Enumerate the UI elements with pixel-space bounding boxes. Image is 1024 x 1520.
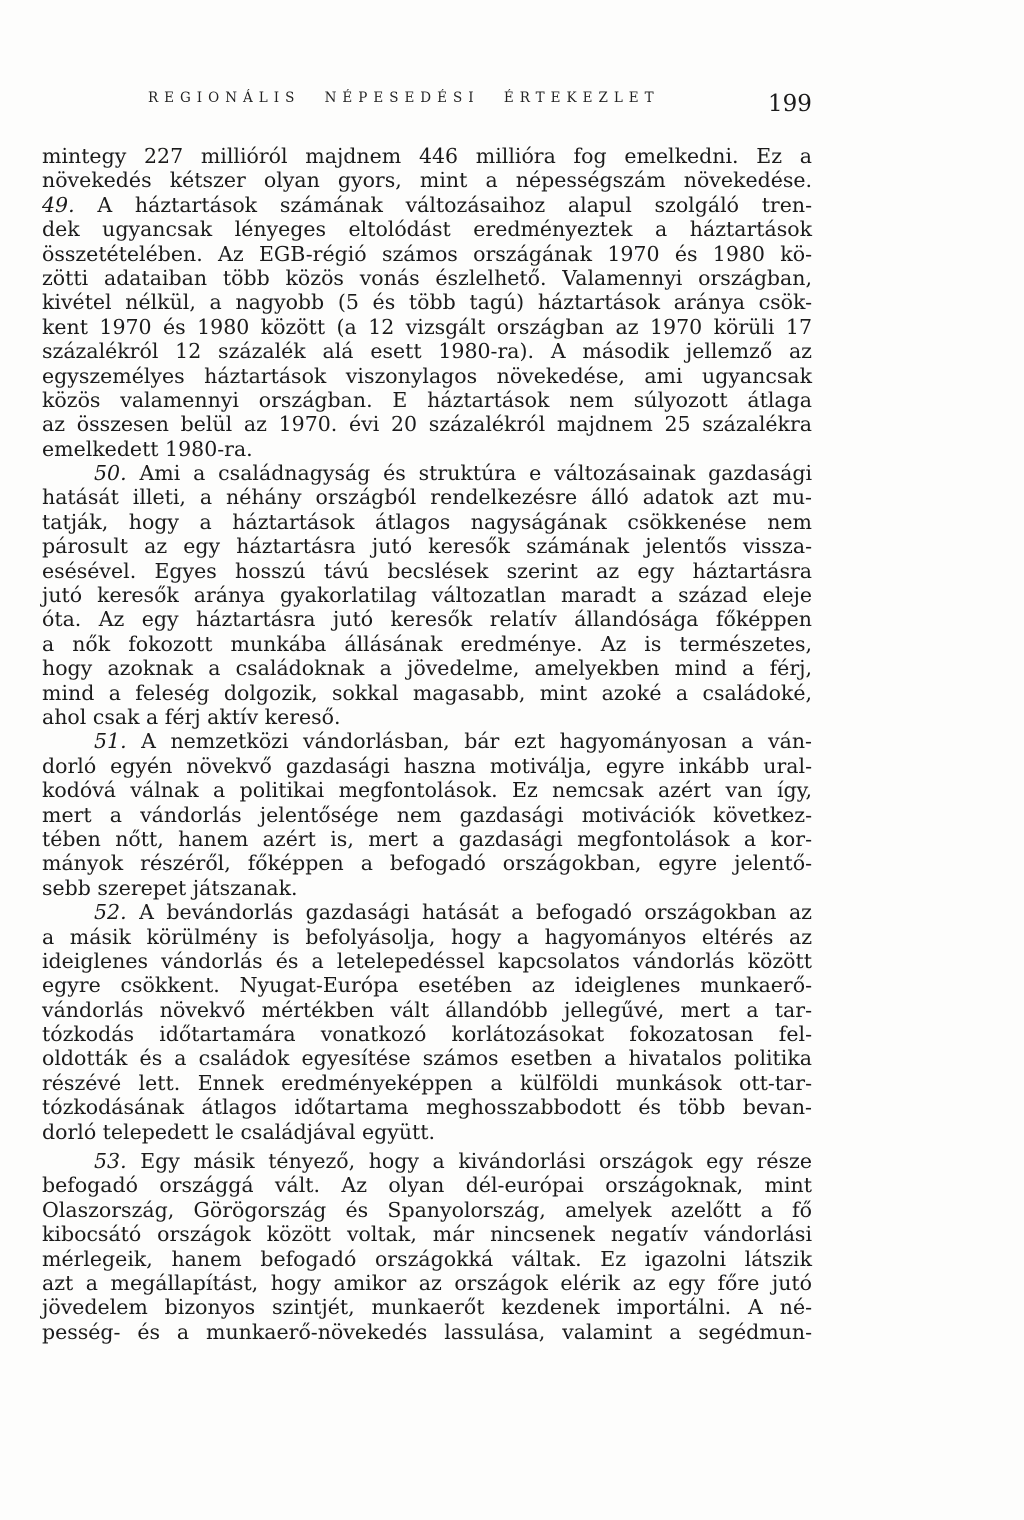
text-line: egyszemélyes háztartások viszonylagos növekedése, ami ugyancsak — [42, 363, 812, 388]
text-line: részévé lett. Ennek eredményeképpen a külföldi munkások ott-tar- — [42, 1070, 812, 1095]
text-line — [42, 900, 812, 924]
text-line: összetételében. Az EGB-régió számos országának 1970 és 1980 kö- — [42, 241, 812, 266]
text-line: Olaszország, Görögország és Spanyolország, amelyek azelőtt a fő — [42, 1197, 812, 1222]
text-line: óta. Az egy háztartásra jutó keresők relatív állandósága főképpen — [42, 607, 812, 632]
text-line: jövedelem bizonyos szintjét, munkaerőt kezdenek importálni. A né- — [42, 1295, 812, 1320]
text-line: azt a megállapítást, hogy amikor az országok elérik az egy főre jutó — [42, 1270, 812, 1295]
paragraph-49 — [42, 193, 812, 461]
text-line: dek ugyancsak lényeges eltolódást eredményeztek a háztartások — [42, 217, 812, 242]
text-line: tózkodás időtartamára vonatkozó korlátozásokat fokozatosan fel- — [42, 1022, 812, 1047]
text-line: vándorlás növekvő mértékben vált állandóbb jellegűvé, mert a tar- — [42, 997, 812, 1022]
running-title: REGIONÁLIS NÉPESEDÉSI ÉRTEKEZLET — [148, 90, 660, 106]
text-line: mérlegeik, hanem befogadó országokká váltak. Ez igazolni látszik — [42, 1246, 812, 1271]
text-line-content: A nemzetközi vándorlásban, bár ezt hagyományosan a ván- — [141, 729, 812, 754]
paragraph-50 — [42, 461, 812, 729]
paragraph-number: 53. — [94, 1149, 127, 1174]
text-line: tózkodásának átlagos időtartama meghosszabbodott és több bevan- — [42, 1095, 812, 1120]
text-line — [42, 729, 812, 753]
paragraph-53 — [42, 1149, 812, 1344]
text-line: tében nőtt, hanem azért is, mert a gazdasági megfontolások a kor- — [42, 826, 812, 851]
text-line: dorló egyén növekvő gazdasági haszna motiválja, egyre inkább ural- — [42, 753, 812, 778]
paragraph-number: 52. — [94, 900, 127, 925]
text-line: egyre csökkent. Nyugat-Európa esetében az ideiglenes munkaerő- — [42, 973, 812, 998]
text-line: növekedés kétszer olyan gyors, mint a népességszám növekedése. — [42, 168, 812, 193]
text-line: a nők fokozott munkába állásának eredménye. Az is természetes, — [42, 631, 812, 656]
text-line: befogadó országgá vált. Az olyan dél-európai országoknak, mint — [42, 1173, 812, 1198]
text-line: esésével. Egyes hosszú távú becslések szerint az egy háztartásra — [42, 558, 812, 583]
text-line: az összesen belül az 1970. évi 20 százalékról majdnem 25 százalékra — [42, 412, 812, 437]
text-line: százalékról 12 százalék alá esett 1980-ra). A második jellemző az — [42, 339, 812, 364]
text-line: mintegy 227 millióról majdnem 446 millióra fog emelkedni. Ez a — [42, 144, 812, 168]
text-line: sebb szerepet játszanak. — [42, 875, 298, 900]
text-line-content: A háztartások számának változásaihoz alapul szolgáló tren- — [97, 192, 812, 217]
text-line-content: Ami a családnagyság és struktúra e változásainak gazdasági — [139, 461, 812, 486]
text-line: ideiglenes vándorlás és a letelepedéssel kapcsolatos vándorlás között — [42, 948, 812, 973]
text-line — [42, 1149, 812, 1173]
text-line: pesség- és a munkaerő-növekedés lassulása, valamint a segédmun- — [42, 1319, 812, 1344]
text-line-content: A bevándorlás gazdasági hatását a befogadó országokban az — [139, 900, 812, 925]
paragraph-51 — [42, 729, 812, 900]
text-line: hatását illeti, a néhány országból rendelkezésre álló adatok azt mu- — [42, 485, 812, 510]
paragraph-52 — [42, 900, 812, 1144]
text-line: emelkedett 1980-ra. — [42, 436, 253, 461]
text-line: hogy azoknak a családoknak a jövedelme, amelyekben mind a férj, — [42, 656, 812, 681]
body-text — [42, 144, 812, 1344]
text-line: zötti adataiban több közös vonás észlelhető. Valamennyi országban, — [42, 265, 812, 290]
paragraph-continued — [42, 144, 812, 193]
text-line: oldották és a családok egyesítése számos esetben a hivatalos politika — [42, 1046, 812, 1071]
text-line: kodóvá válnak a politikai megfontolások. Ez nemcsak azért van így, — [42, 778, 812, 803]
paragraph-number: 51. — [94, 729, 127, 754]
text-line: mányok részéről, főképpen a befogadó országokban, egyre jelentő- — [42, 851, 812, 876]
text-line: dorló telepedett le családjával együtt. — [42, 1119, 436, 1144]
text-line: párosult az egy háztartásra jutó keresők számának jelentős vissza- — [42, 534, 812, 559]
text-line: tatják, hogy a háztartások átlagos nagyságának csökkenése nem — [42, 509, 812, 534]
text-line: kent 1970 és 1980 között (a 12 vizsgált országban az 1970 körüli 17 — [42, 314, 812, 339]
text-line: mert a vándorlás jelentősége nem gazdasági motivációk következ- — [42, 802, 812, 827]
text-line: mind a feleség dolgozik, sokkal magasabb, mint azoké a családoké, — [42, 680, 812, 705]
text-line-content: Egy másik tényező, hogy a kivándorlási országok egy része — [140, 1149, 812, 1174]
paragraph-number: 50. — [94, 461, 127, 486]
text-line — [42, 461, 812, 485]
text-line: a másik körülmény is befolyásolja, hogy a hagyományos eltérés az — [42, 924, 812, 949]
page-number: 199 — [768, 91, 812, 117]
text-line — [42, 193, 812, 217]
text-line: ahol csak a férj aktív kereső. — [42, 704, 341, 729]
text-line: kibocsátó országok között voltak, már nincsenek negatív vándorlási — [42, 1222, 812, 1247]
text-line: jutó keresők aránya gyakorlatilag változatlan maradt a század eleje — [42, 583, 812, 608]
text-line: kivétel nélkül, a nagyobb (5 és több tagú) háztartások aránya csök- — [42, 290, 812, 315]
paragraph-number: 49. — [42, 192, 75, 217]
text-line: közös valamennyi országban. E háztartások nem súlyozott átlaga — [42, 387, 812, 412]
